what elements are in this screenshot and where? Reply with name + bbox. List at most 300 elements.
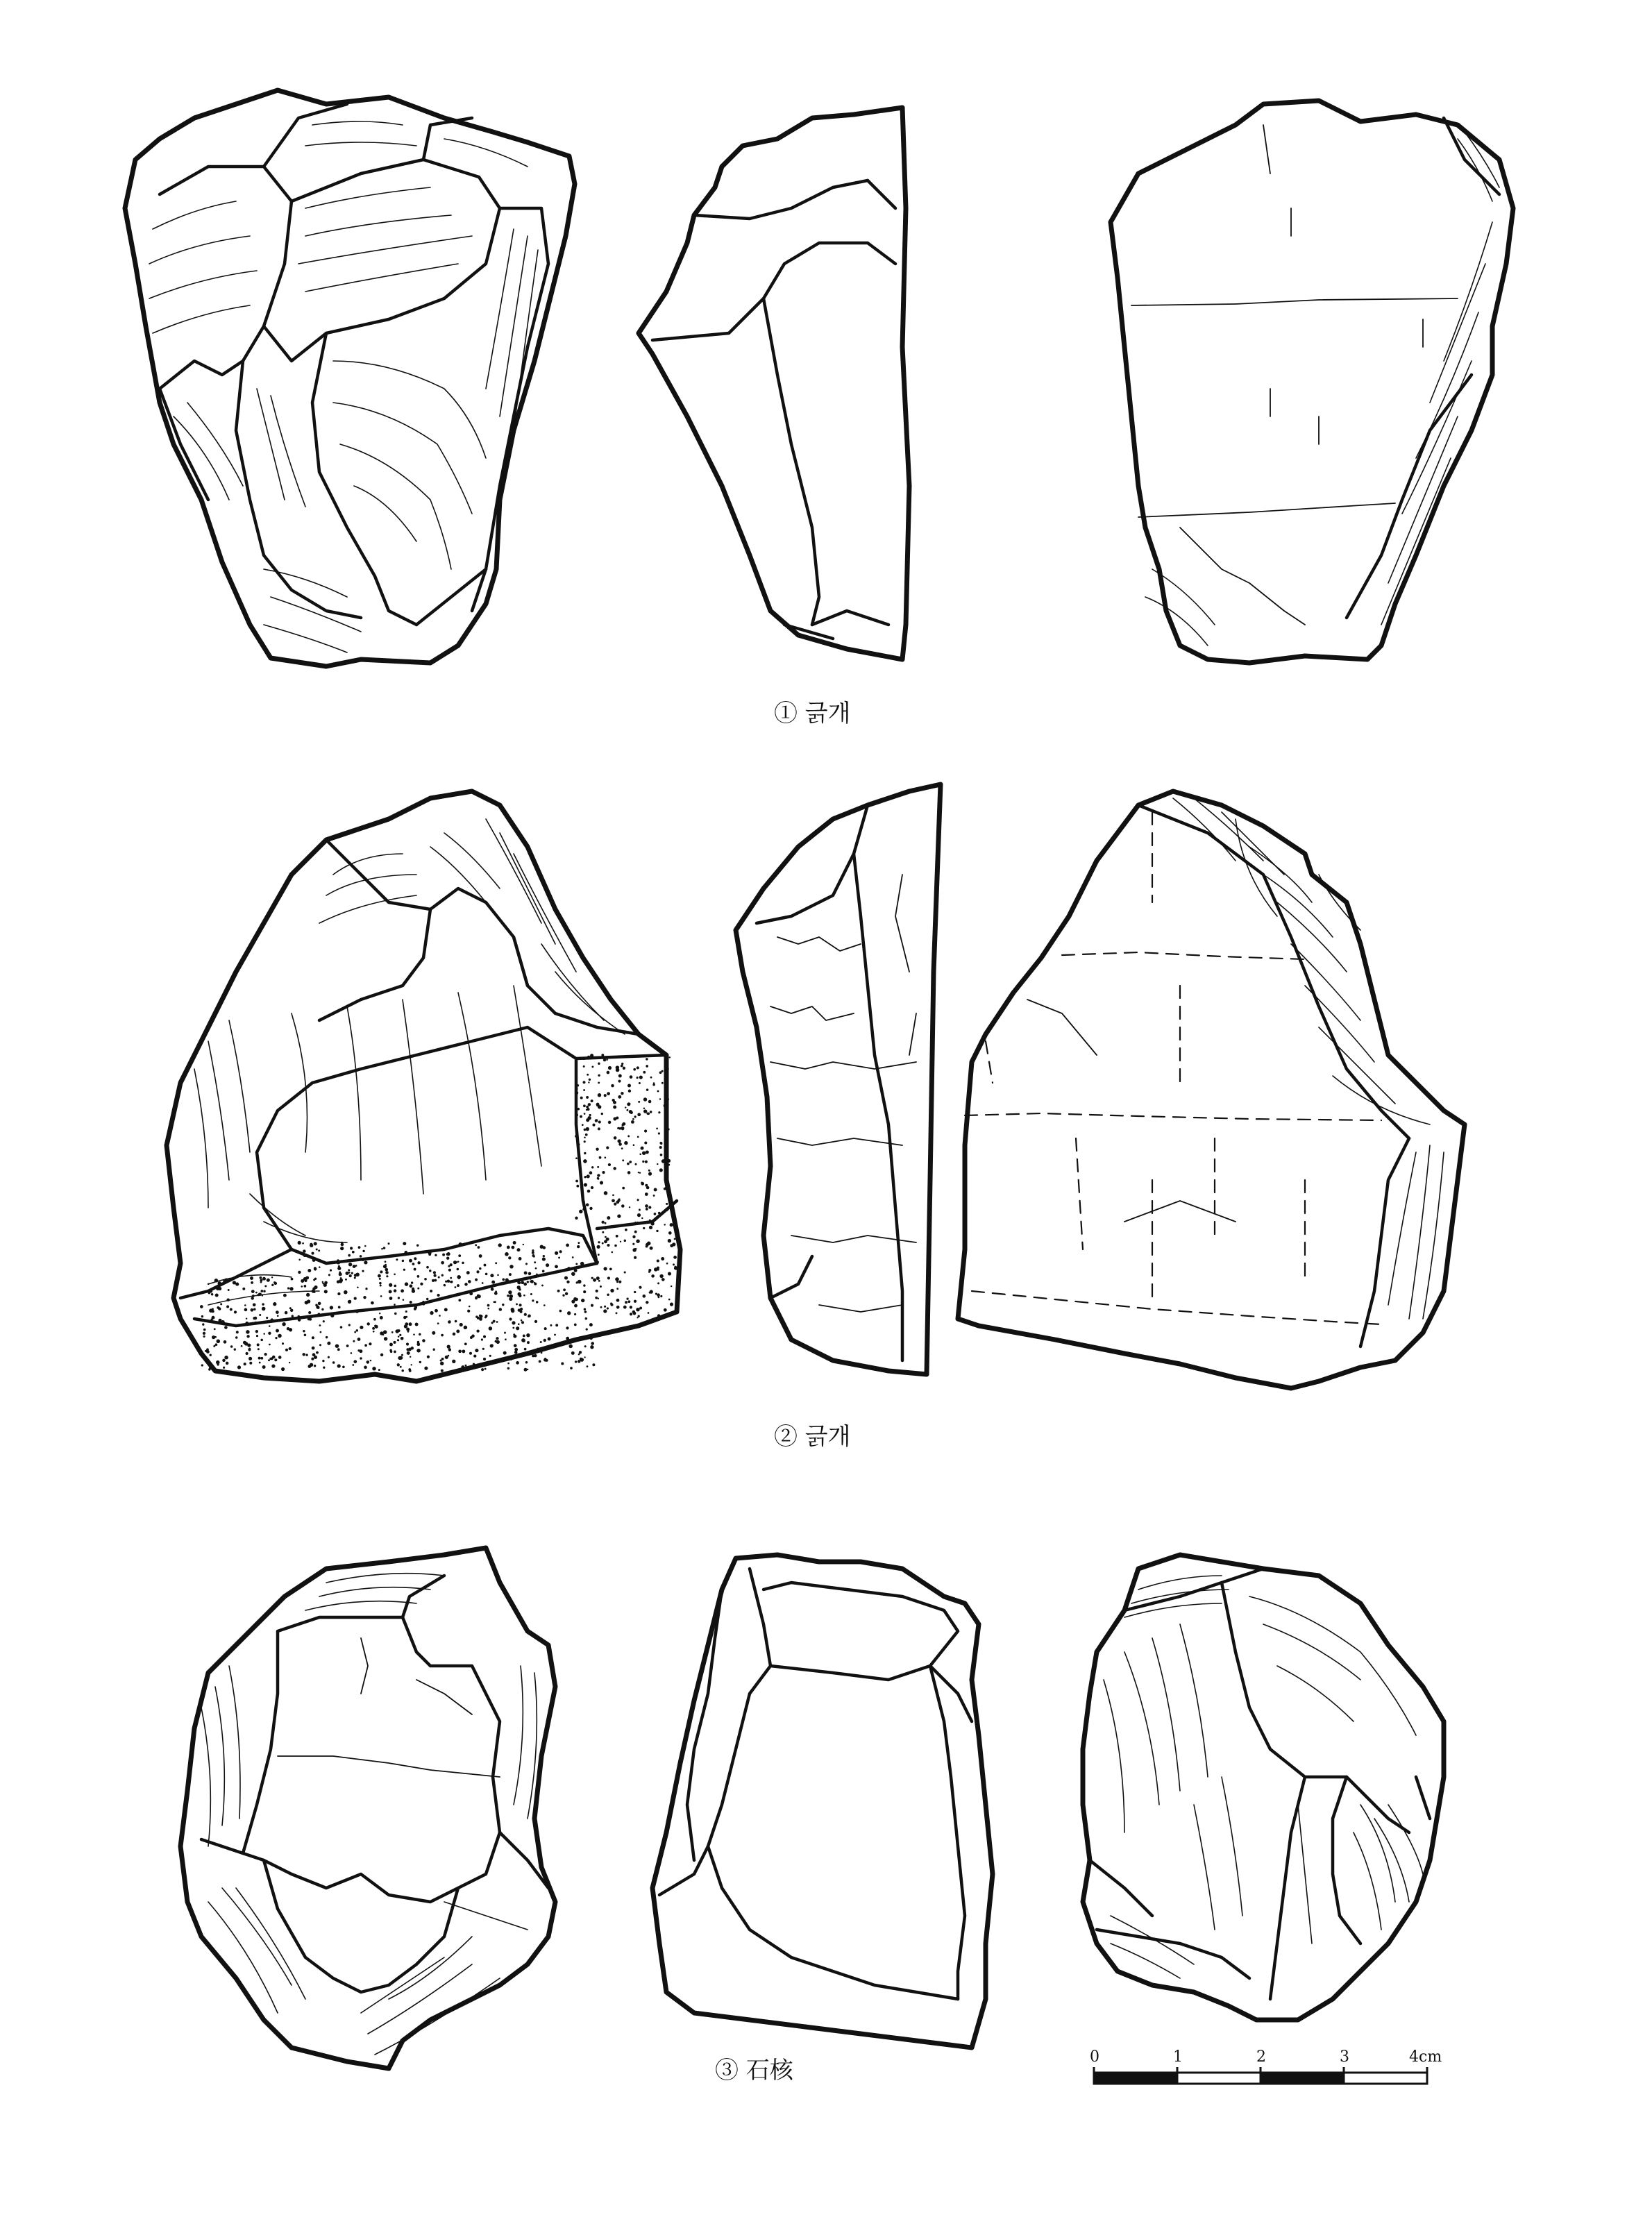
cortex-dot <box>355 1265 357 1267</box>
cortex-dot <box>314 1365 316 1367</box>
cortex-dot <box>587 1108 589 1111</box>
cortex-dot <box>264 1285 267 1287</box>
cortex-dot <box>327 1342 330 1345</box>
cortex-dot <box>576 1185 579 1188</box>
cortex-dot <box>255 1292 258 1294</box>
cortex-dot <box>253 1308 256 1310</box>
cortex-dot <box>541 1352 543 1354</box>
cortex-dot <box>650 1247 653 1250</box>
cortex-dot <box>512 1321 515 1324</box>
cortex-dot <box>518 1281 521 1284</box>
cortex-dot <box>604 1191 608 1195</box>
artifact-1-ventral-view <box>1111 101 1513 663</box>
cortex-dot <box>598 1254 600 1256</box>
cortex-dot <box>621 1092 623 1095</box>
cortex-dot <box>575 1157 578 1159</box>
cortex-dot <box>618 1074 622 1078</box>
cortex-dot <box>274 1282 277 1285</box>
artifact-1-dorsal-view <box>125 90 575 666</box>
cortex-dot <box>416 1342 420 1346</box>
cortex-dot <box>578 1143 580 1145</box>
cortex-dot <box>362 1250 364 1252</box>
cortex-dot <box>526 1333 530 1337</box>
cortex-dot <box>584 1176 587 1178</box>
cortex-dot <box>262 1277 266 1281</box>
cortex-dot <box>589 1207 592 1210</box>
cortex-dot <box>410 1301 412 1304</box>
cortex-dot <box>360 1357 362 1360</box>
cortex-dot <box>546 1263 549 1267</box>
cortex-dot <box>496 1337 498 1340</box>
cortex-dot <box>521 1320 523 1322</box>
cortex-dot <box>664 1104 667 1107</box>
cortex-dot <box>534 1261 536 1263</box>
cortex-dot <box>572 1256 574 1258</box>
cortex-dot <box>542 1270 545 1273</box>
cortex-dot <box>382 1333 385 1335</box>
cortex-dot <box>328 1356 330 1358</box>
cortex-dot <box>627 1135 630 1137</box>
scale-bar-segment-3 <box>1344 2073 1427 2084</box>
cortex-dot <box>401 1369 403 1372</box>
cortex-dot <box>543 1246 546 1249</box>
cortex-dot <box>262 1303 264 1305</box>
cortex-dot <box>356 1329 358 1331</box>
cortex-dot <box>584 1113 586 1115</box>
cortex-dot <box>479 1267 481 1270</box>
cortex-dot <box>646 1150 649 1154</box>
cortex-dot <box>427 1356 430 1358</box>
cortex-dot <box>322 1281 323 1283</box>
cortex-dot <box>580 1262 584 1265</box>
cortex-dot <box>592 1124 595 1127</box>
cortex-dot <box>385 1268 388 1272</box>
cortex-dot <box>502 1279 505 1281</box>
cortex-dot <box>626 1298 628 1300</box>
cortex-dot <box>650 1111 652 1113</box>
cortex-dot <box>601 1221 604 1224</box>
cortex-dot <box>304 1334 307 1337</box>
artifact-1 <box>125 90 1513 666</box>
cortex-dot <box>464 1326 468 1330</box>
cortex-dot <box>282 1342 284 1344</box>
cortex-dot <box>342 1366 345 1369</box>
cortex-dot <box>597 1177 599 1179</box>
cortex-dot <box>527 1281 529 1283</box>
cortex-dot <box>379 1282 382 1285</box>
cortex-dot <box>430 1290 432 1292</box>
cortex-dot <box>405 1310 407 1313</box>
cortex-dot <box>210 1354 212 1356</box>
cortex-dot <box>522 1339 525 1342</box>
cortex-dot <box>550 1324 552 1326</box>
cortex-dot <box>650 1077 652 1079</box>
cortex-dot <box>337 1261 340 1264</box>
cortex-dot <box>424 1278 427 1281</box>
cortex-dot <box>657 1259 659 1262</box>
cortex-dot <box>411 1281 413 1283</box>
cortex-dot <box>275 1337 277 1339</box>
cortex-dot <box>596 1261 599 1263</box>
cortex-dot <box>417 1275 420 1278</box>
artifact-3-face-b-ripples <box>1104 1576 1423 1978</box>
cortex-dot <box>447 1252 450 1256</box>
cortex-dot <box>626 1109 628 1111</box>
cortex-dot <box>420 1283 423 1285</box>
cortex-dot <box>648 1100 652 1104</box>
cortex-dot <box>411 1364 412 1365</box>
cortex-dot <box>639 1172 641 1173</box>
cortex-dot <box>649 1226 652 1229</box>
cortex-dot <box>326 1336 328 1338</box>
cortex-dot <box>644 1129 647 1132</box>
cortex-dot <box>658 1111 660 1113</box>
cortex-dot <box>520 1310 523 1313</box>
cortex-dot <box>646 1186 650 1190</box>
cortex-dot <box>608 1121 612 1124</box>
cortex-dot <box>597 1245 600 1249</box>
cortex-dot <box>557 1290 560 1292</box>
cortex-dot <box>665 1208 668 1211</box>
cortex-dot <box>596 1290 598 1292</box>
cortex-dot <box>639 1082 641 1084</box>
cortex-dot <box>314 1267 317 1271</box>
cortex-dot <box>246 1335 249 1338</box>
cortex-dot <box>625 1301 627 1304</box>
cortex-dot <box>274 1358 277 1361</box>
cortex-dot <box>399 1356 403 1360</box>
cortex-dot <box>270 1318 273 1322</box>
cortex-dot <box>491 1322 494 1324</box>
cortex-dot <box>400 1366 402 1368</box>
cortex-dot <box>587 1056 591 1059</box>
cortex-dot <box>523 1244 524 1245</box>
cortex-dot <box>537 1348 539 1350</box>
cortex-dot <box>554 1334 556 1336</box>
cortex-dot <box>412 1263 415 1265</box>
cortex-dot <box>354 1276 356 1279</box>
cortex-dot <box>519 1257 522 1261</box>
cortex-dot <box>591 1277 593 1279</box>
cortex-dot <box>668 1195 671 1198</box>
cortex-dot <box>532 1254 534 1257</box>
artifact-3 <box>180 1548 1444 2068</box>
cortex-dot <box>598 1062 600 1065</box>
cortex-dot <box>224 1340 227 1344</box>
cortex-dot <box>369 1342 371 1345</box>
cortex-dot <box>246 1317 247 1319</box>
cortex-dot <box>475 1349 478 1352</box>
cortex-dot <box>567 1311 571 1315</box>
cortex-dot <box>544 1327 547 1330</box>
cortex-dot <box>618 1127 621 1130</box>
cortex-dot <box>659 1274 663 1278</box>
cortex-dot <box>234 1348 236 1350</box>
cortex-dot <box>276 1310 279 1314</box>
cortex-dot <box>481 1368 484 1371</box>
artifact-3-face-a-ripples <box>201 1574 537 2055</box>
cortex-dot <box>607 1307 609 1309</box>
artifact-3-caption: ③ 石核 <box>715 2057 793 2084</box>
cortex-dot <box>504 1332 506 1334</box>
cortex-dot <box>597 1174 600 1177</box>
cortex-dot <box>657 1282 659 1284</box>
artifact-2-lateral-view <box>736 784 941 1374</box>
cortex-dot <box>552 1345 555 1348</box>
cortex-dot <box>621 1065 623 1068</box>
cortex-dot <box>241 1345 243 1347</box>
cortex-dot <box>385 1261 387 1263</box>
cortex-dot <box>618 1281 621 1283</box>
cortex-dot <box>370 1360 372 1362</box>
cortex-dot <box>413 1333 415 1335</box>
cortex-dot <box>469 1292 473 1295</box>
cortex-dot <box>318 1249 320 1251</box>
cortex-dot <box>598 1127 600 1130</box>
cortex-dot <box>534 1283 537 1285</box>
cortex-dot <box>364 1366 367 1369</box>
cortex-dot <box>222 1359 226 1363</box>
cortex-dot <box>608 1163 611 1166</box>
cortex-dot <box>583 1159 587 1163</box>
cortex-dot <box>581 1299 584 1302</box>
cortex-dot <box>580 1358 584 1362</box>
cortex-dot <box>583 1081 586 1084</box>
cortex-dot <box>251 1308 254 1312</box>
cortex-dot <box>289 1287 293 1290</box>
cortex-dot <box>519 1304 522 1306</box>
cortex-dot <box>666 1263 668 1265</box>
artifact-1-caption: ① 긁개 <box>774 700 851 727</box>
cortex-dot <box>426 1266 429 1269</box>
cortex-dot <box>583 1284 585 1286</box>
cortex-dot <box>660 1143 662 1145</box>
cortex-dot <box>339 1272 342 1276</box>
cortex-dot <box>602 1242 604 1245</box>
cortex-dot <box>584 1129 587 1131</box>
cortex-dot <box>571 1272 575 1276</box>
cortex-dot <box>631 1120 634 1124</box>
cortex-dot <box>490 1274 494 1277</box>
cortex-dot <box>659 1098 661 1099</box>
cortex-dot <box>575 1091 578 1095</box>
cortex-dot <box>305 1354 307 1356</box>
cortex-dot <box>610 1304 613 1306</box>
cortex-dot <box>589 1171 593 1174</box>
cortex-dot <box>441 1261 444 1265</box>
cortex-dot <box>383 1265 387 1268</box>
cortex-dot <box>226 1305 229 1308</box>
cortex-dot <box>512 1327 514 1329</box>
cortex-dot <box>224 1326 228 1329</box>
cortex-dot <box>665 1140 667 1142</box>
cortex-dot <box>483 1358 486 1360</box>
cortex-dot <box>647 1242 651 1246</box>
cortex-dot <box>604 1094 607 1097</box>
cortex-dot <box>444 1284 446 1287</box>
cortex-dot <box>380 1285 382 1287</box>
cortex-dot <box>248 1348 251 1350</box>
cortex-dot <box>562 1295 564 1297</box>
cortex-dot <box>658 1132 660 1134</box>
cortex-dot <box>230 1345 233 1348</box>
cortex-dot <box>484 1264 487 1267</box>
cortex-dot <box>416 1349 421 1353</box>
cortex-dot <box>580 1115 582 1118</box>
cortex-dot <box>491 1281 495 1284</box>
cortex-dot <box>524 1368 528 1372</box>
cortex-dot <box>566 1326 568 1329</box>
cortex-dot <box>624 1240 626 1242</box>
cortex-dot <box>643 1071 646 1074</box>
cortex-dot <box>469 1306 471 1308</box>
cortex-dot <box>262 1295 264 1297</box>
cortex-dot <box>658 1212 661 1215</box>
cortex-dot <box>616 1312 618 1314</box>
cortex-dot <box>524 1313 527 1316</box>
cortex-dot <box>641 1217 643 1219</box>
cortex-dot <box>654 1188 657 1192</box>
cortex-dot <box>607 1293 609 1296</box>
cortex-dot <box>266 1317 268 1319</box>
cortex-dot <box>606 1146 609 1149</box>
cortex-dot <box>273 1302 276 1306</box>
cortex-dot <box>383 1330 387 1334</box>
cortex-dot <box>555 1324 558 1326</box>
cortex-dot <box>630 1313 632 1315</box>
cortex-dot <box>477 1317 480 1320</box>
cortex-dot <box>393 1341 396 1344</box>
cortex-dot <box>221 1320 225 1324</box>
cortex-dot <box>316 1248 318 1250</box>
cortex-dot <box>622 1187 625 1190</box>
cortex-dot <box>505 1279 509 1282</box>
cortex-dot <box>312 1287 316 1290</box>
cortex-dot <box>470 1336 473 1339</box>
cortex-dot <box>586 1204 589 1207</box>
cortex-dot <box>271 1364 275 1367</box>
cortex-dot <box>301 1279 304 1283</box>
cortex-dot <box>461 1365 464 1369</box>
cortex-dot <box>468 1280 471 1283</box>
cortex-dot <box>598 1105 601 1108</box>
cortex-dot <box>614 1136 617 1140</box>
cortex-dot <box>621 1063 623 1065</box>
cortex-dot <box>629 1110 632 1113</box>
cortex-dot <box>285 1311 288 1315</box>
cortex-dot <box>314 1292 315 1293</box>
cortex-dot <box>260 1279 262 1282</box>
cortex-dot <box>666 1203 668 1205</box>
cortex-dot <box>482 1282 484 1284</box>
cortex-dot <box>319 1266 321 1268</box>
cortex-dot <box>516 1326 519 1330</box>
cortex-dot <box>523 1283 527 1286</box>
cortex-dot <box>588 1081 589 1083</box>
cortex-dot <box>242 1288 245 1290</box>
cortex-dot <box>464 1283 468 1286</box>
cortex-dot <box>441 1369 444 1372</box>
artifact-3-face-b-view <box>1083 1555 1444 2020</box>
cortex-dot <box>582 1057 585 1060</box>
cortex-dot <box>200 1305 203 1308</box>
cortex-dot <box>473 1363 475 1366</box>
cortex-dot <box>566 1244 569 1247</box>
cortex-dot <box>226 1298 229 1301</box>
cortex-dot <box>621 1127 624 1130</box>
cortex-dot <box>434 1274 437 1277</box>
cortex-dot <box>260 1290 263 1292</box>
cortex-dot <box>498 1243 502 1247</box>
cortex-dot <box>281 1367 285 1371</box>
cortex-dot <box>255 1322 257 1324</box>
cortex-dot <box>598 1241 600 1243</box>
cortex-dot <box>639 1076 643 1079</box>
cortex-dot <box>403 1242 406 1245</box>
cortex-dot <box>397 1363 400 1366</box>
cortex-dot <box>215 1343 218 1346</box>
cortex-dot <box>292 1315 294 1317</box>
cortex-dot <box>260 1281 262 1283</box>
cortex-dot <box>622 1122 625 1126</box>
cortex-dot <box>579 1338 582 1341</box>
cortex-dot <box>353 1340 355 1342</box>
cortex-dot <box>365 1288 367 1290</box>
cortex-dot <box>398 1297 400 1299</box>
cortex-dot <box>467 1310 470 1313</box>
cortex-dot <box>527 1341 530 1344</box>
cortex-dot <box>237 1365 241 1369</box>
cortex-dot <box>644 1141 647 1144</box>
cortex-dot <box>591 1099 593 1102</box>
cortex-dot <box>613 1167 616 1170</box>
cortex-dot <box>578 1242 580 1244</box>
cortex-dot <box>235 1336 238 1339</box>
cortex-dot <box>624 1141 627 1145</box>
cortex-dot <box>670 1302 673 1306</box>
scale-bar-segment-2 <box>1261 2073 1344 2084</box>
cortex-dot <box>600 1306 602 1308</box>
cortex-dot <box>360 1326 363 1329</box>
cortex-dot <box>669 1314 671 1316</box>
cortex-dot <box>371 1301 374 1305</box>
cortex-dot <box>398 1335 400 1338</box>
cortex-dot <box>524 1348 527 1351</box>
cortex-dot <box>406 1328 410 1331</box>
cortex-dot <box>493 1301 495 1303</box>
cortex-dot <box>528 1272 532 1276</box>
cortex-dot <box>251 1290 255 1293</box>
cortex-dot <box>648 1172 652 1176</box>
cortex-dot <box>444 1308 448 1311</box>
cortex-dot <box>291 1278 294 1281</box>
cortex-dot <box>452 1360 455 1363</box>
cortex-dot <box>598 1120 601 1123</box>
cortex-dot <box>616 1299 620 1302</box>
cortex-dot <box>629 1161 632 1163</box>
cortex-dot <box>348 1300 351 1304</box>
cortex-dot <box>524 1271 528 1274</box>
cortex-dot <box>424 1367 428 1370</box>
cortex-dot <box>637 1066 639 1069</box>
cortex-dot <box>558 1256 560 1258</box>
cortex-dot <box>495 1290 497 1292</box>
cortex-dot <box>478 1246 480 1249</box>
cortex-dot <box>324 1290 328 1293</box>
cortex-dot <box>585 1317 588 1320</box>
cortex-dot <box>362 1270 364 1272</box>
cortex-dot <box>543 1304 546 1306</box>
